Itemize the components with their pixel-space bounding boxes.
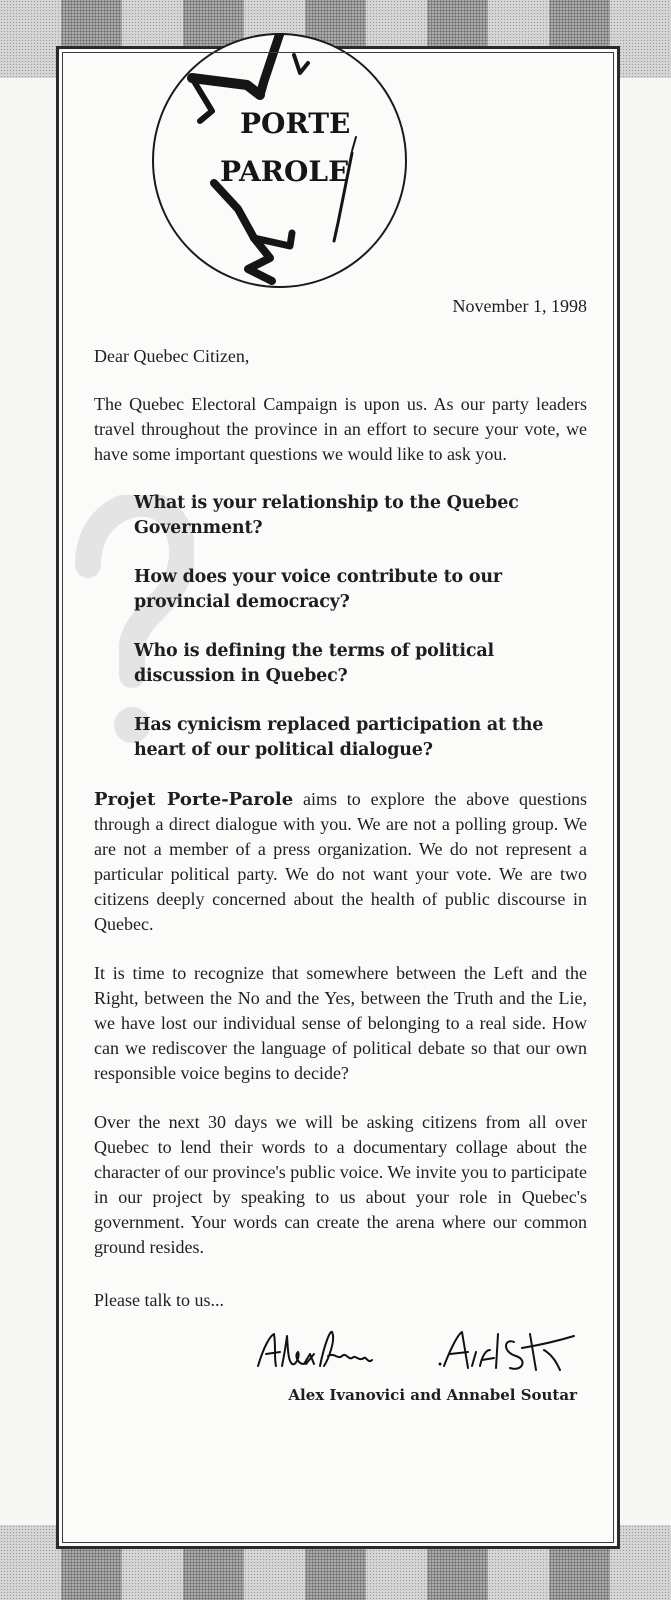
project-name: Projet Porte-Parole — [94, 789, 294, 810]
invitation-paragraph: Over the next 30 days we will be asking citizens from all over Quebec to lend their words to a documentary collage about the character of our province's public voice. We invite you to participate in our project by speaking to us about your role in Quebec's government. Your words can create the arena where our common ground resides. — [94, 1112, 587, 1257]
closing-line: Please talk to us... — [94, 1290, 224, 1310]
question-list — [94, 491, 587, 763]
signature-icon — [254, 1326, 584, 1378]
logo-text-parole: PAROLE — [220, 155, 350, 188]
question-item: Who is defining the terms of political discussion in Quebec? — [134, 641, 494, 686]
question-item: How does your voice contribute to our provincial democracy? — [134, 567, 502, 612]
question-item: What is your relationship to the Quebec Government? — [134, 493, 519, 538]
project-paragraph — [94, 787, 587, 937]
recognition-paragraph: It is time to recognize that somewhere between the Left and the Right, between the No and the Yes, between the Truth and the Lie, we have lost our individual sense of belonging to a real side. How can we rediscover the language of political debate so that our own responsible voice begins to decide? — [94, 963, 587, 1083]
signers-names: Alex Ivanovici and Annabel Soutar — [288, 1386, 577, 1404]
handwritten-signature — [254, 1326, 587, 1383]
logo-text-porte: PORTE — [240, 107, 351, 140]
intro-paragraph: The Quebec Electoral Campaign is upon us. As our party leaders travel throughout the province in an effort to secure your vote, we have some important questions we would like to ask you. — [94, 394, 587, 464]
porte-parole-figure-logo-icon — [152, 33, 407, 288]
letter-date: November 1, 1998 — [452, 296, 587, 316]
project-description: aims to explore the above questions through a direct dialogue with you. We are not a polling group. We are not a member of a press organization. We do not represent a particular political party. We do not want your vote. We are two citizens deeply concerned about the health of public discourse in Quebec. — [94, 789, 588, 934]
porte-parole-logo — [152, 33, 407, 288]
letter-frame — [56, 46, 620, 1549]
salutation: Dear Quebec Citizen, — [94, 346, 250, 366]
question-item: Has cynicism replaced participation at the heart of our political dialogue? — [134, 715, 544, 760]
